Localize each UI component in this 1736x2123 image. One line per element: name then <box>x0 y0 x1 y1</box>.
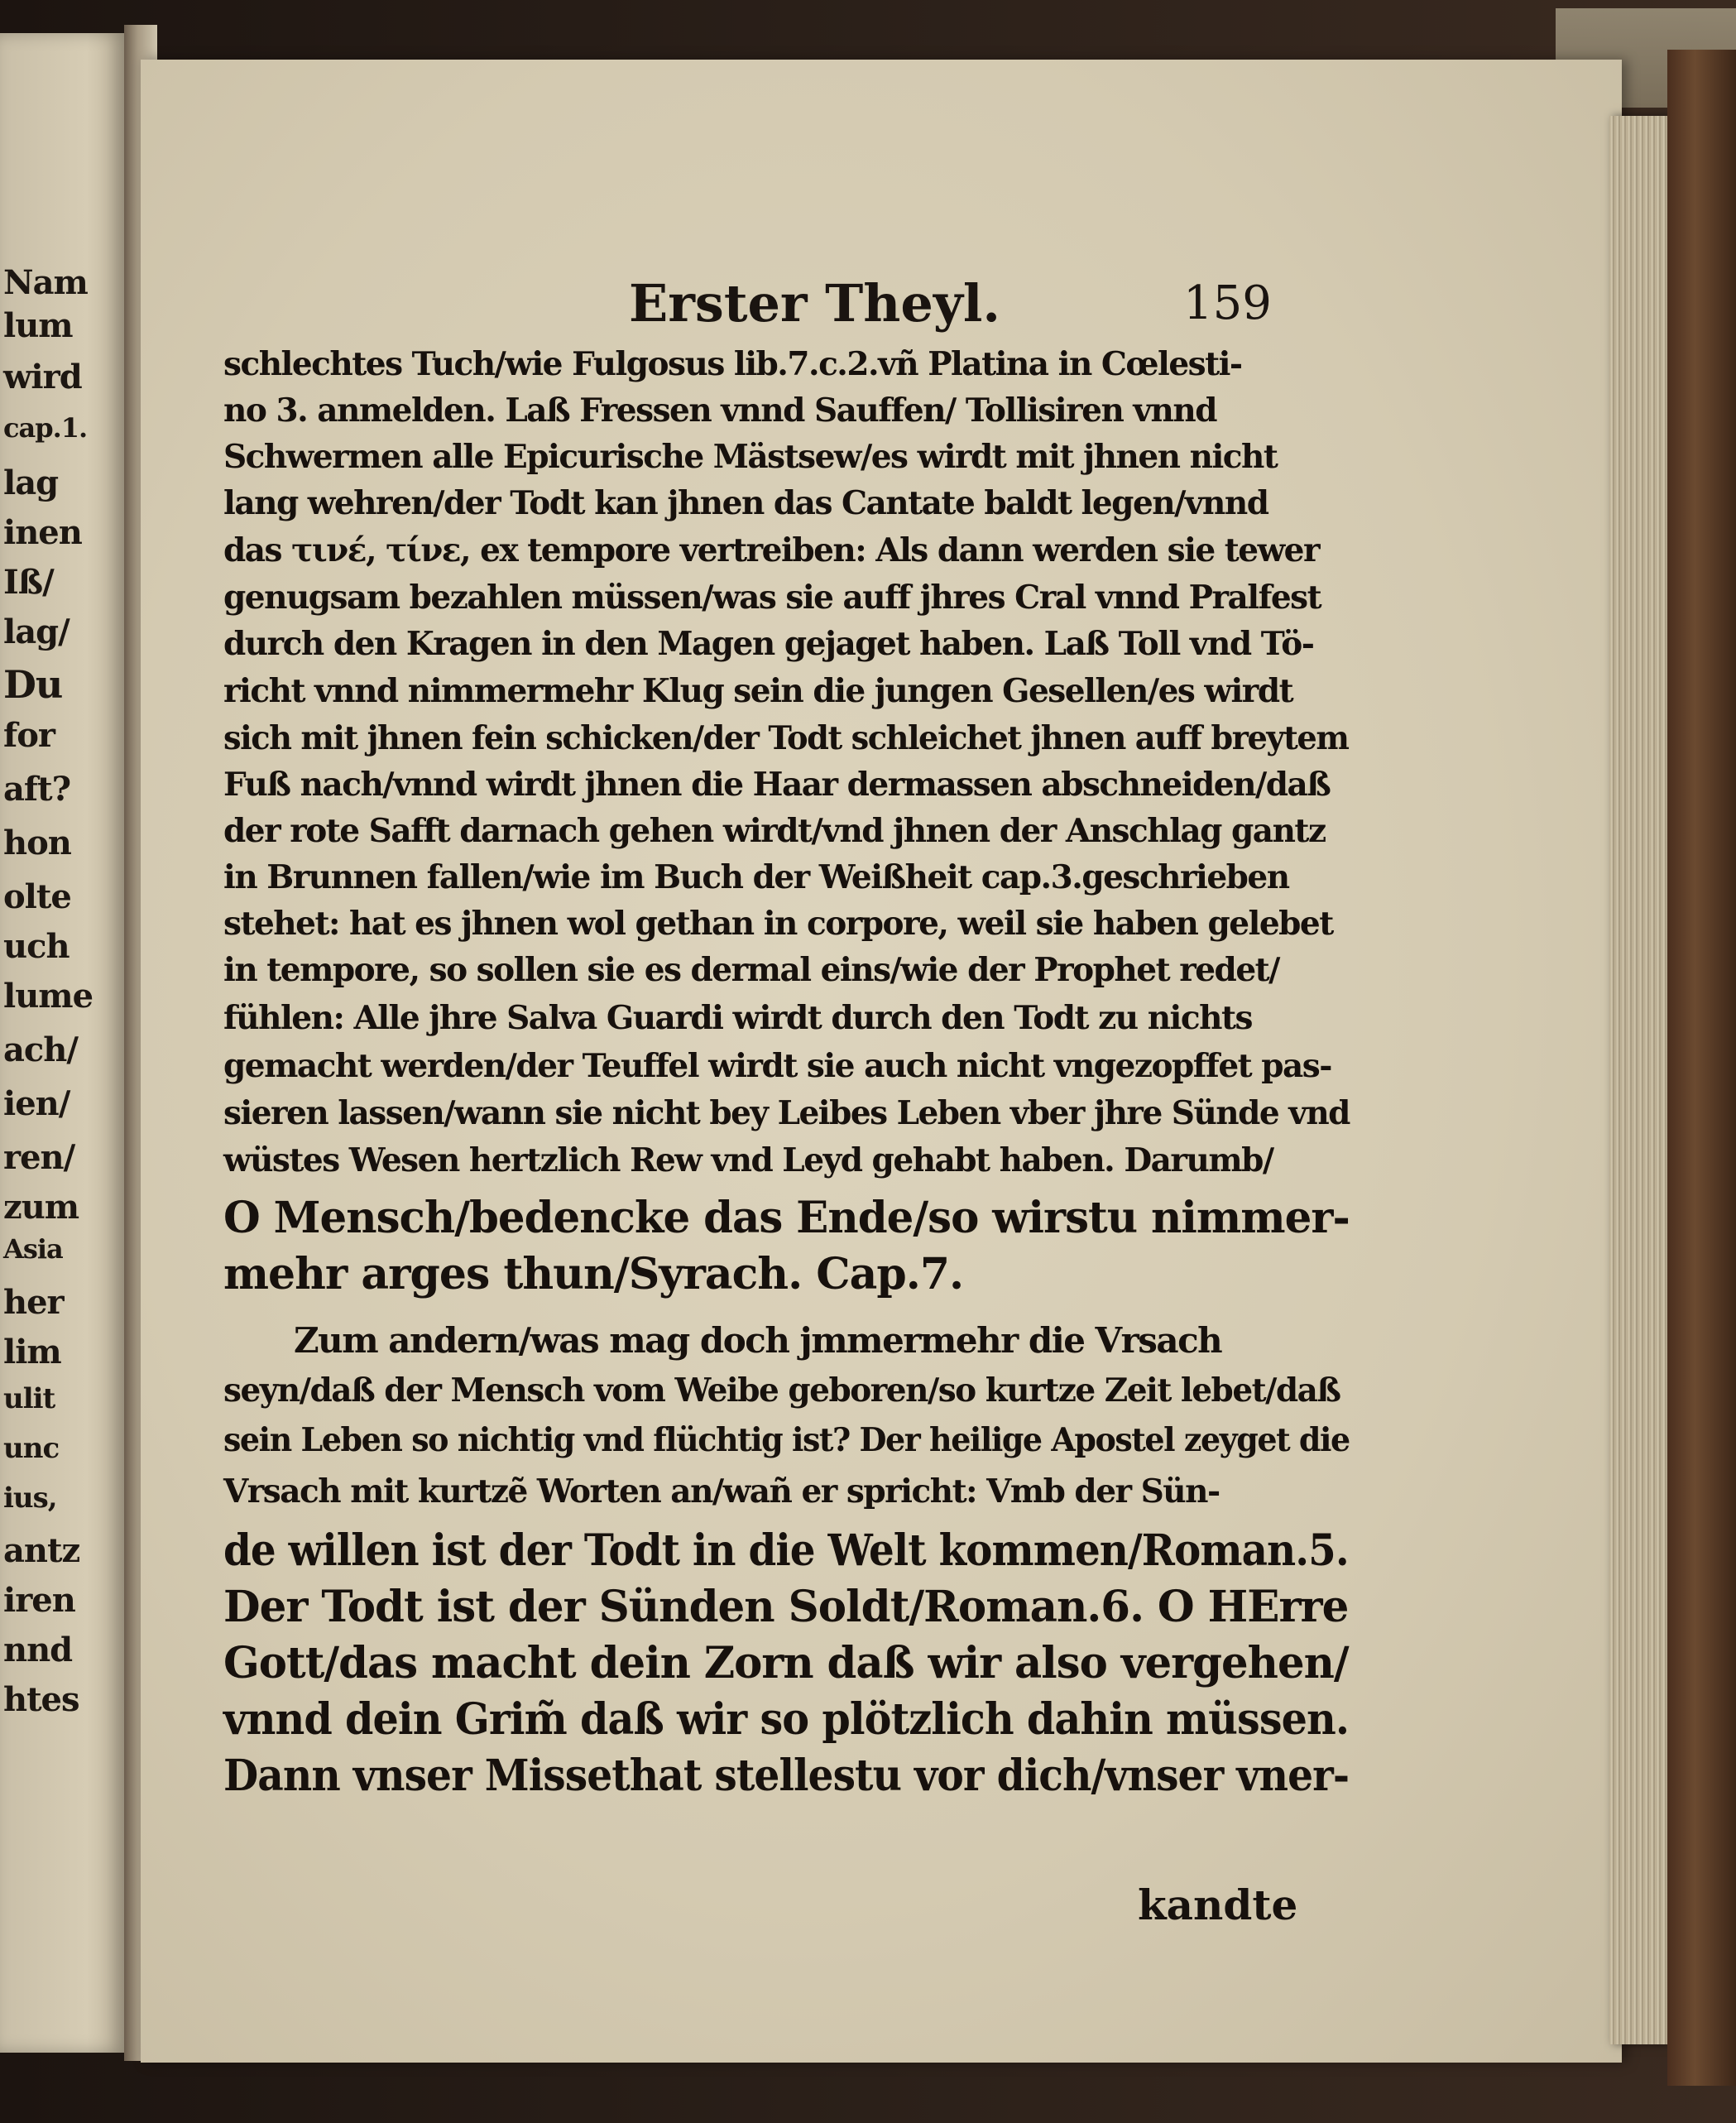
text-line: Der Todt ist der Sünden Soldt/Roman.6. O HErre <box>223 1582 1349 1632</box>
margin-fragment: uch <box>3 927 70 966</box>
text-line: Zum andern/was mag doch jmmermehr die Vrsach <box>294 1320 1222 1361</box>
margin-fragment: inen <box>3 513 82 552</box>
text-line: Dann vnser Missethat stellestu vor dich/vnser vner- <box>223 1751 1350 1801</box>
page-number: 159 <box>1183 276 1272 330</box>
left-page-fragment <box>0 33 124 2053</box>
text-line: das τινέ, τίνε, ex tempore vertreiben: Als dann werden sie tewer <box>223 531 1320 569</box>
margin-fragment: antz <box>3 1531 80 1570</box>
margin-fragment: ien/ <box>3 1084 70 1123</box>
margin-fragment: ius, <box>3 1482 57 1515</box>
text-line: Gott/das macht dein Zorn daß wir also vergehen/ <box>223 1638 1349 1688</box>
running-head: Erster Theyl. <box>629 273 1000 334</box>
page-edges <box>1609 116 1667 2044</box>
margin-fragment: zum <box>3 1188 79 1227</box>
margin-fragment: Iß/ <box>3 563 54 602</box>
margin-fragment: lume <box>3 977 94 1016</box>
book-cover <box>1667 50 1736 2086</box>
page-header <box>141 273 1622 339</box>
margin-fragment: wird <box>3 358 82 396</box>
margin-fragment: htes <box>3 1680 79 1719</box>
text-line: Fuß nach/vnnd wirdt jhnen die Haar dermassen abschneiden/daß <box>223 766 1331 804</box>
margin-fragment: aft? <box>3 770 71 809</box>
text-line: der rote Safft darnach gehen wirdt/vnd jhnen der Anschlag gantz <box>223 812 1326 850</box>
catchword: kandte <box>1138 1880 1298 1929</box>
text-line: schlechtes Tuch/wie Fulgosus lib.7.c.2.vñ Platina in Cœlesti- <box>223 345 1242 383</box>
text-line: sich mit jhnen fein schicken/der Todt schleichet jhnen auff breytem <box>223 719 1349 757</box>
text-line: in tempore, so sollen sie es dermal eins/wie der Prophet redet/ <box>223 951 1279 989</box>
margin-fragment: hon <box>3 824 71 862</box>
margin-fragment: lum <box>3 306 73 345</box>
margin-fragment: nnd <box>3 1631 73 1669</box>
margin-fragment: lim <box>3 1333 61 1371</box>
text-line: gemacht werden/der Teuffel wirdt sie auch nicht vngezopffet pas- <box>223 1047 1331 1085</box>
text-line: genugsam bezahlen müssen/was sie auff jhres Cral vnnd Pralfest <box>223 579 1321 617</box>
page <box>141 60 1622 2063</box>
margin-fragment: ulit <box>3 1382 55 1415</box>
margin-fragment: lag/ <box>3 612 70 651</box>
margin-fragment: iren <box>3 1581 75 1620</box>
margin-fragment: Nam <box>3 263 88 302</box>
text-line: Vrsach mit kurtzẽ Worten an/wañ er spricht: Vmb der Sün- <box>223 1472 1220 1511</box>
text-line: seyn/daß der Mensch vom Weibe geboren/so kurtze Zeit lebet/daß <box>223 1371 1340 1410</box>
margin-fragment: her <box>3 1283 64 1322</box>
text-line: no 3. anmelden. Laß Fressen vnnd Sauffen/ Tollisiren vnnd <box>223 391 1217 430</box>
margin-fragment: Du <box>3 662 63 707</box>
margin-fragment: ren/ <box>3 1138 75 1177</box>
text-line: de willen ist der Todt in die Welt kommen/Roman.5. <box>223 1525 1349 1576</box>
text-line: O Mensch/bedencke das Ende/so wirstu nimmer- <box>223 1193 1350 1243</box>
margin-fragment: lag <box>3 464 59 502</box>
text-line: stehet: hat es jhnen wol gethan in corpore, weil sie haben gelebet <box>223 905 1333 943</box>
margin-fragment: unc <box>3 1432 60 1465</box>
text-line: sein Leben so nichtig vnd flüchtig ist? Der heilige Apostel zeyget die <box>223 1421 1350 1459</box>
text-line: mehr arges thun/Syrach. Cap.7. <box>223 1249 964 1299</box>
margin-fragment: ach/ <box>3 1030 78 1069</box>
text-line: sieren lassen/wann sie nicht bey Leibes Leben vber jhre Sünde vnd <box>223 1094 1350 1132</box>
margin-fragment: cap.1. <box>3 412 88 444</box>
text-line: lang wehren/der Todt kan jhnen das Cantate baldt legen/vnnd <box>223 484 1268 522</box>
text-line: wüstes Wesen hertzlich Rew vnd Leyd gehabt haben. Darumb/ <box>223 1141 1273 1179</box>
margin-fragment: for <box>3 716 55 755</box>
text-line: Schwermen alle Epicurische Mästsew/es wirdt mit jhnen nicht <box>223 438 1278 476</box>
text-line: vnnd dein Grim̃ daß wir so plötzlich dahin müssen. <box>223 1694 1350 1745</box>
margin-fragment: Asia <box>3 1233 63 1265</box>
margin-fragment: olte <box>3 877 71 916</box>
text-line: fühlen: Alle jhre Salva Guardi wirdt durch den Todt zu nichts <box>223 999 1252 1037</box>
text-line: durch den Kragen in den Magen gejaget haben. Laß Toll vnd Tö- <box>223 625 1314 663</box>
text-line: in Brunnen fallen/wie im Buch der Weißheit cap.3.geschrieben <box>223 858 1289 896</box>
text-line: richt vnnd nimmermehr Klug sein die jungen Gesellen/es wirdt <box>223 672 1293 710</box>
